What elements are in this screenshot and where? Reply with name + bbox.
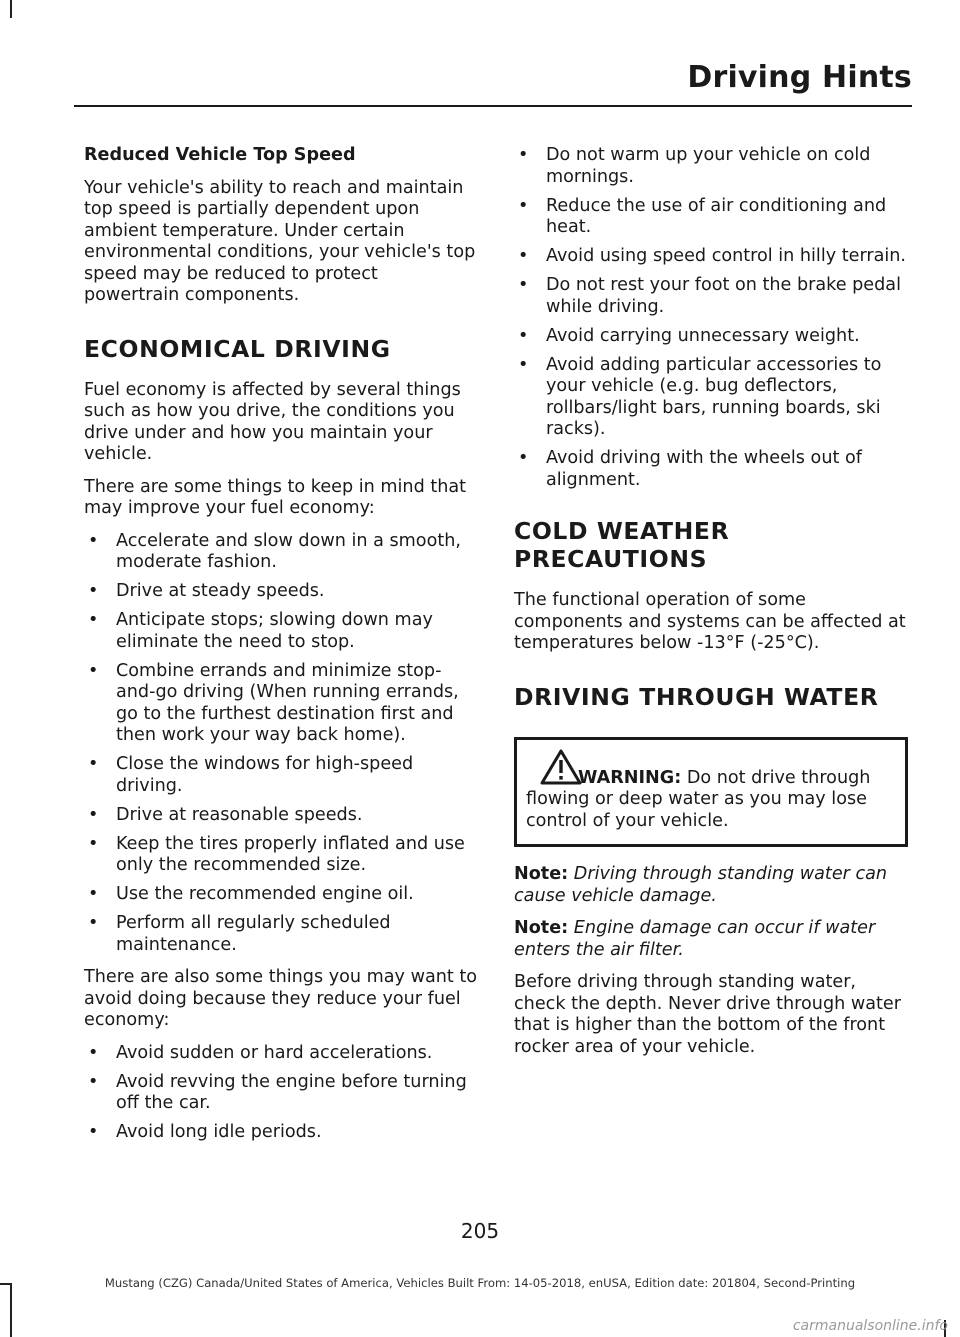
paragraph-check-depth: Before driving through standing water, check the depth. Never drive through water that is higher than the bottom of the front rocker area of your vehicle.	[514, 972, 901, 1057]
bullet-glyph: •	[518, 275, 529, 295]
bullet-glyph: •	[88, 804, 99, 825]
bullet-item	[84, 1043, 478, 1065]
bullet-glyph: •	[88, 660, 99, 681]
bullet-list-avoid-2	[514, 145, 908, 491]
bullet-glyph: •	[88, 1071, 99, 1092]
bullet-glyph: •	[518, 145, 529, 165]
note-text: Driving through standing water can cause vehicle damage.	[514, 864, 888, 906]
bullet-item	[84, 754, 478, 797]
bullet-item	[84, 581, 478, 603]
bullet-text: Anticipate stops; slowing down may eliminate the need to stop.	[116, 610, 433, 652]
bullet-item	[514, 448, 908, 491]
warning-triangle-icon	[539, 748, 583, 786]
bullet-text: Avoid driving with the wheels out of alignment.	[546, 448, 862, 490]
footer-text: Mustang (CZG) Canada/United States of America, Vehicles Built From: 14-05-2018, enUSA, Edition date: 201804, Second-Printing	[104, 1276, 856, 1290]
bullet-glyph: •	[518, 448, 529, 468]
bullet-glyph: •	[88, 530, 99, 551]
bullet-text: Drive at steady speeds.	[116, 581, 325, 601]
right-column	[514, 145, 908, 1069]
left-column	[84, 145, 478, 1155]
note-air-filter	[514, 918, 908, 961]
bullet-glyph: •	[518, 195, 529, 216]
bullet-item	[84, 1122, 478, 1144]
bullet-glyph: •	[88, 1042, 99, 1063]
warning-text-2: flowing or deep water as you may lose control of your vehicle.	[526, 789, 867, 831]
bullet-text: Drive at reasonable speeds.	[116, 804, 363, 825]
bullet-glyph: •	[88, 610, 99, 630]
warning-label: WARNING:	[578, 767, 682, 788]
warning-box	[514, 737, 908, 848]
bullet-list-improve-economy	[84, 531, 478, 957]
bullet-glyph: •	[88, 913, 99, 933]
bullet-list-avoid-1	[84, 1043, 478, 1144]
note-label: Note:	[514, 918, 569, 938]
bullet-text: Avoid long idle periods.	[116, 1122, 322, 1142]
bullet-item	[84, 1072, 478, 1115]
section-title-cold-weather-line1: COLD WEATHER	[514, 517, 730, 545]
page-header-title: Driving Hints	[687, 60, 912, 95]
bullet-text: Close the windows for high-speed driving.	[116, 754, 414, 796]
crop-mark-bottom-left-vertical	[10, 1283, 12, 1337]
bullet-text: Accelerate and slow down in a smooth, moderate fashion.	[116, 530, 461, 572]
bullet-glyph: •	[518, 325, 529, 346]
bullet-item	[514, 275, 908, 318]
note-standing-water	[514, 864, 908, 907]
paragraph-things-to-avoid: There are also some things you may want to avoid doing because they reduce your fuel economy:	[84, 967, 478, 1030]
bullet-item	[514, 196, 908, 239]
bullet-text: Avoid using speed control in hilly terrain.	[546, 246, 907, 266]
bullet-glyph: •	[88, 1122, 99, 1142]
page-number: 205	[460, 1219, 500, 1243]
bullet-item	[84, 834, 478, 877]
bullet-item	[84, 661, 478, 747]
bullet-item	[84, 913, 478, 956]
paragraph-fuel-economy: Fuel economy is affected by several things such as how you drive, the conditions you drive under and how you maintain your vehicle.	[84, 379, 461, 464]
bullet-text: Avoid carrying unnecessary weight.	[546, 325, 860, 346]
bullet-text: Reduce the use of air conditioning and heat.	[546, 195, 887, 237]
subheading-reduced-top-speed: Reduced Vehicle Top Speed	[84, 145, 356, 165]
bullet-text: Combine errands and minimize stop-and-go driving (When running errands, go to the furthest destination first and then work your way back home).	[116, 660, 459, 745]
paragraph-things-to-keep: There are some things to keep in mind that may improve your fuel economy:	[84, 476, 467, 518]
crop-mark-top-left-vertical	[10, 0, 12, 18]
watermark: carmanualsonline.info	[792, 1318, 948, 1334]
section-title-economical-driving: ECONOMICAL DRIVING	[84, 334, 391, 363]
section-title-driving-through-water: DRIVING THROUGH WATER	[514, 682, 879, 711]
bullet-item	[84, 610, 478, 653]
bullet-item	[84, 805, 478, 827]
section-title-cold-weather-line2: PRECAUTIONS	[514, 545, 708, 573]
bullet-text: Perform all regularly scheduled maintenance.	[116, 913, 391, 955]
bullet-glyph: •	[88, 754, 99, 774]
bullet-text: Do not warm up your vehicle on cold mornings.	[546, 145, 871, 187]
bullet-item	[514, 145, 908, 188]
bullet-item	[514, 326, 908, 348]
bullet-item	[84, 884, 478, 906]
bullet-text: Keep the tires properly inflated and use only the recommended size.	[116, 833, 465, 875]
bullet-text: Avoid sudden or hard accelerations.	[116, 1042, 433, 1063]
bullet-glyph: •	[518, 246, 529, 266]
bullet-glyph: •	[88, 884, 99, 904]
bullet-glyph: •	[88, 581, 99, 601]
section-title-cold-weather	[514, 517, 908, 573]
paragraph-top-speed: Your vehicle's ability to reach and maintain top speed is partially dependent upon ambient temperature. Under certain environmental conditions, your vehicle's top speed may be reduced to protect powertrain components.	[84, 177, 476, 305]
note-label: Note:	[514, 864, 569, 884]
warning-text-1: Do not drive through	[681, 767, 871, 788]
bullet-item	[514, 355, 908, 441]
header-rule	[74, 105, 912, 107]
bullet-text: Avoid adding particular accessories to your vehicle (e.g. bug deflectors, rollbars/light bars, running boards, ski racks).	[546, 354, 882, 439]
paragraph-cold-weather: The functional operation of some components and systems can be affected at temperatures below -13°F (-25°C).	[514, 590, 906, 653]
bullet-item	[514, 246, 908, 268]
bullet-text: Do not rest your foot on the brake pedal while driving.	[546, 275, 901, 317]
bullet-text: Use the recommended engine oil.	[116, 884, 414, 904]
bullet-glyph: •	[518, 354, 529, 375]
bullet-text: Avoid revving the engine before turning off the car.	[116, 1071, 467, 1113]
bullet-item	[84, 531, 478, 574]
bullet-glyph: •	[88, 833, 99, 854]
note-text: Engine damage can occur if water enters the air filter.	[514, 918, 876, 960]
